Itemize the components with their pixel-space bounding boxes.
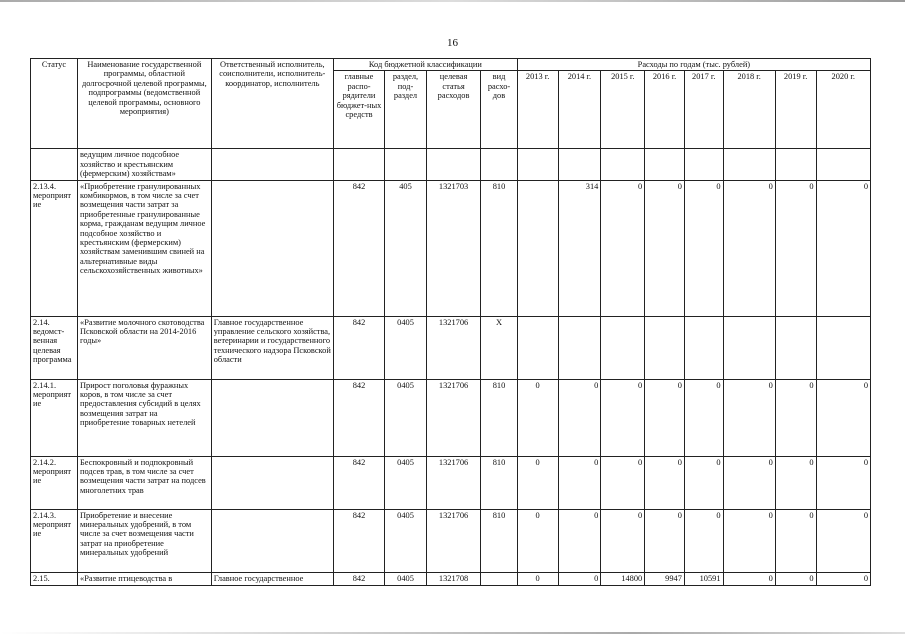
cell-year: 0 bbox=[775, 456, 816, 509]
cell-year: 0 bbox=[816, 456, 871, 509]
table-row bbox=[31, 456, 871, 509]
cell-year bbox=[517, 180, 558, 316]
cell-executor bbox=[211, 379, 333, 456]
cell-grbs: 842 bbox=[333, 180, 384, 316]
cell-csr: 1321706 bbox=[426, 316, 480, 379]
cell-executor: Главное государственное управление сельского хозяйства, ветеринарии и государственного технического надзора Псковской области bbox=[211, 316, 333, 379]
cell-razdel bbox=[385, 149, 427, 180]
cell-csr bbox=[426, 149, 480, 180]
cell-year: 0 bbox=[775, 180, 816, 316]
cell-year: 0 bbox=[816, 180, 871, 316]
cell-year: 0 bbox=[775, 572, 816, 585]
budget-table bbox=[30, 58, 871, 586]
header-expenses: Расходы по годам (тыс. рублей) bbox=[517, 59, 870, 71]
header-year: 2020 г. bbox=[816, 71, 871, 149]
cell-csr: 1321706 bbox=[426, 456, 480, 509]
cell-executor bbox=[211, 149, 333, 180]
cell-year: 0 bbox=[601, 379, 645, 456]
cell-year bbox=[723, 316, 775, 379]
cell-year: 0 bbox=[517, 509, 558, 572]
cell-year bbox=[684, 149, 723, 180]
header-year: 2016 г. bbox=[645, 71, 685, 149]
cell-year: 0 bbox=[775, 509, 816, 572]
cell-year: 0 bbox=[816, 572, 871, 585]
cell-razdel: 0405 bbox=[385, 316, 427, 379]
cell-executor bbox=[211, 180, 333, 316]
cell-year: 0 bbox=[684, 509, 723, 572]
header-year: 2017 г. bbox=[684, 71, 723, 149]
cell-year bbox=[645, 316, 685, 379]
cell-status: 2.14. ведомст-венная целевая программа bbox=[31, 316, 78, 379]
header-year: 2013 г. bbox=[517, 71, 558, 149]
cell-vr: 810 bbox=[481, 509, 518, 572]
cell-csr: 1321708 bbox=[426, 572, 480, 585]
cell-grbs: 842 bbox=[333, 456, 384, 509]
cell-year: 0 bbox=[558, 572, 601, 585]
cell-name: «Развитие птицеводства в bbox=[78, 572, 212, 585]
cell-year: 9947 bbox=[645, 572, 685, 585]
cell-year: 0 bbox=[601, 509, 645, 572]
cell-razdel: 0405 bbox=[385, 509, 427, 572]
header-razdel: раздел, под-раздел bbox=[385, 71, 427, 149]
cell-razdel: 405 bbox=[385, 180, 427, 316]
cell-year: 0 bbox=[723, 379, 775, 456]
table-row bbox=[31, 509, 871, 572]
cell-year bbox=[601, 316, 645, 379]
cell-year: 0 bbox=[645, 180, 685, 316]
cell-vr: 810 bbox=[481, 180, 518, 316]
cell-status: 2.14.1. мероприятие bbox=[31, 379, 78, 456]
cell-year bbox=[517, 149, 558, 180]
cell-year: 0 bbox=[601, 180, 645, 316]
cell-year: 14800 bbox=[601, 572, 645, 585]
cell-grbs: 842 bbox=[333, 509, 384, 572]
cell-vr bbox=[481, 572, 518, 585]
cell-year bbox=[645, 149, 685, 180]
cell-year bbox=[723, 149, 775, 180]
cell-year: 0 bbox=[558, 509, 601, 572]
cell-name: Прирост поголовья фуражных коров, в том числе за счет предоставления субсидий в целях возмещения затрат на приобретение товарных нетелей bbox=[78, 379, 212, 456]
cell-year: 0 bbox=[558, 456, 601, 509]
cell-executor bbox=[211, 509, 333, 572]
cell-year bbox=[558, 149, 601, 180]
table-row bbox=[31, 149, 871, 180]
cell-year: 0 bbox=[684, 180, 723, 316]
cell-year: 0 bbox=[517, 379, 558, 456]
header-year: 2019 г. bbox=[775, 71, 816, 149]
cell-razdel: 0405 bbox=[385, 379, 427, 456]
cell-year bbox=[517, 316, 558, 379]
cell-razdel: 0405 bbox=[385, 572, 427, 585]
table-row bbox=[31, 572, 871, 585]
cell-executor: Главное государственное bbox=[211, 572, 333, 585]
cell-year bbox=[775, 149, 816, 180]
cell-year: 0 bbox=[816, 379, 871, 456]
cell-year: 0 bbox=[723, 456, 775, 509]
cell-year: 0 bbox=[816, 509, 871, 572]
cell-razdel: 0405 bbox=[385, 456, 427, 509]
cell-vr: Х bbox=[481, 316, 518, 379]
cell-vr bbox=[481, 149, 518, 180]
header-executor: Ответственный исполнитель, соисполнители, исполнитель-координатор, исполнитель bbox=[211, 59, 333, 149]
cell-vr: 810 bbox=[481, 456, 518, 509]
cell-year: 314 bbox=[558, 180, 601, 316]
header-csr: целевая статья расходов bbox=[426, 71, 480, 149]
cell-grbs bbox=[333, 149, 384, 180]
cell-year: 10591 bbox=[684, 572, 723, 585]
header-year: 2018 г. bbox=[723, 71, 775, 149]
header-vr: вид расхо-дов bbox=[481, 71, 518, 149]
cell-name: «Развитие молочного скотоводства Псковской области на 2014-2016 годы» bbox=[78, 316, 212, 379]
table-row bbox=[31, 316, 871, 379]
cell-status: 2.13.4. мероприятие bbox=[31, 180, 78, 316]
table-row bbox=[31, 180, 871, 316]
header-budget-code: Код бюджетной классификации bbox=[333, 59, 517, 71]
cell-name: ведущим личное подсобное хозяйство и крестьянским (фермерским) хозяйствам» bbox=[78, 149, 212, 180]
header-grbs: главные распо-рядители бюджет-ных средств bbox=[333, 71, 384, 149]
cell-grbs: 842 bbox=[333, 572, 384, 585]
cell-grbs: 842 bbox=[333, 316, 384, 379]
cell-name: Беспокровный и подпокровный подсев трав, в том числе за счет возмещения части затрат на подсев многолетних трав bbox=[78, 456, 212, 509]
cell-year: 0 bbox=[645, 509, 685, 572]
cell-year: 0 bbox=[517, 572, 558, 585]
page-number: 16 bbox=[447, 37, 458, 49]
cell-year: 0 bbox=[645, 456, 685, 509]
cell-name: «Приобретение гранулированных комбикормов, в том числе за счет возмещения части затрат за приобретенные гранулированные корма, гражданам ведущим личное подсобное хозяйство и крестьянским (фермерским) хозяйствам заменившим свиней на альтернативные виды сельскохозяйственных животных» bbox=[78, 180, 212, 316]
cell-year bbox=[558, 316, 601, 379]
cell-status bbox=[31, 149, 78, 180]
cell-executor bbox=[211, 456, 333, 509]
cell-name: Приобретение и внесение минеральных удобрений, в том числе за счет возмещения части затрат на приобретение минеральных удобрений bbox=[78, 509, 212, 572]
cell-year bbox=[816, 149, 871, 180]
scan-edge-top bbox=[0, 0, 905, 2]
cell-year: 0 bbox=[723, 180, 775, 316]
scan-edge-bottom bbox=[0, 632, 905, 634]
header-status: Статус bbox=[31, 59, 78, 149]
cell-year bbox=[601, 149, 645, 180]
header-year: 2015 г. bbox=[601, 71, 645, 149]
cell-year: 0 bbox=[684, 379, 723, 456]
cell-year: 0 bbox=[601, 456, 645, 509]
cell-year bbox=[816, 316, 871, 379]
cell-year bbox=[775, 316, 816, 379]
cell-year: 0 bbox=[684, 456, 723, 509]
cell-grbs: 842 bbox=[333, 379, 384, 456]
cell-year: 0 bbox=[558, 379, 601, 456]
cell-csr: 1321703 bbox=[426, 180, 480, 316]
cell-status: 2.14.2. мероприятие bbox=[31, 456, 78, 509]
cell-status: 2.15. bbox=[31, 572, 78, 585]
cell-year: 0 bbox=[775, 379, 816, 456]
cell-year bbox=[684, 316, 723, 379]
cell-year: 0 bbox=[517, 456, 558, 509]
cell-status: 2.14.3. мероприятие bbox=[31, 509, 78, 572]
header-year: 2014 г. bbox=[558, 71, 601, 149]
cell-csr: 1321706 bbox=[426, 379, 480, 456]
cell-year: 0 bbox=[723, 572, 775, 585]
cell-year: 0 bbox=[645, 379, 685, 456]
cell-year: 0 bbox=[723, 509, 775, 572]
cell-csr: 1321706 bbox=[426, 509, 480, 572]
table-row bbox=[31, 379, 871, 456]
cell-vr: 810 bbox=[481, 379, 518, 456]
header-name: Наименование государственной программы, областной долгосрочной целевой программы, подпрограммы (ведомственной целевой программы, основного мероприятия) bbox=[78, 59, 212, 149]
